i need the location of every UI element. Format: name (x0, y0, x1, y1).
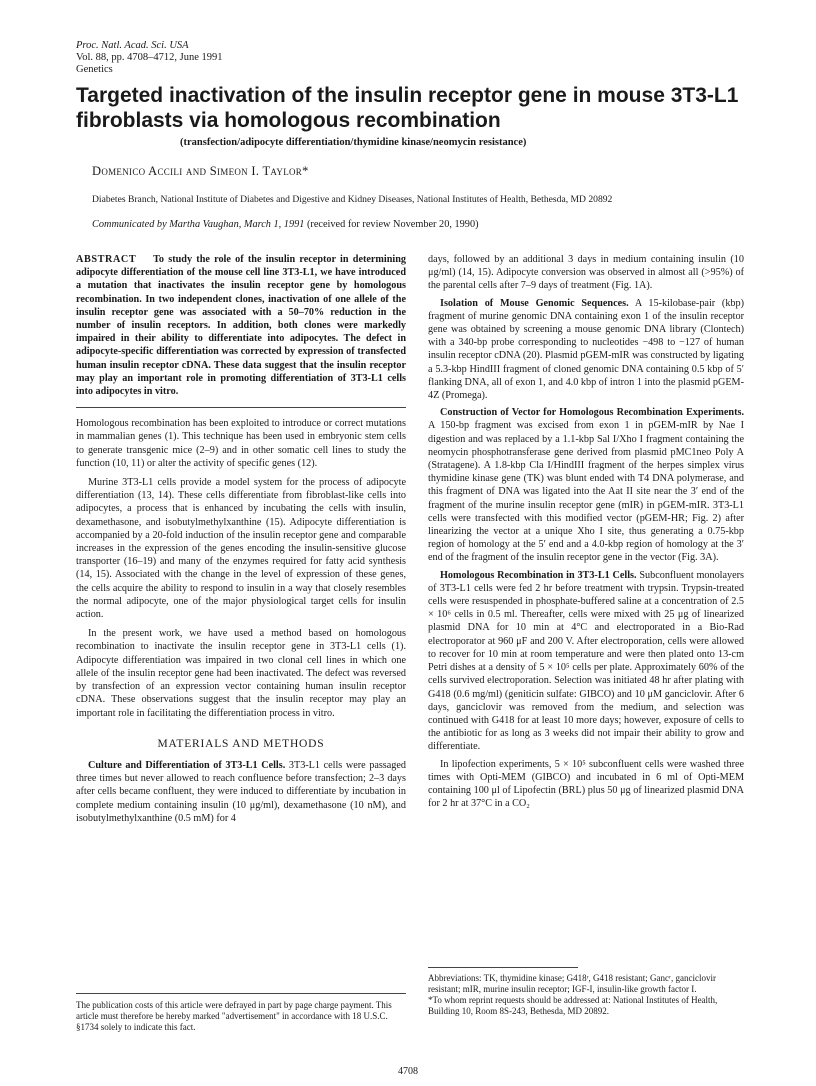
footnote-divider-left (76, 993, 406, 994)
methods-heading: MATERIALS AND METHODS (157, 737, 325, 750)
page-number: 4708 (398, 1066, 418, 1077)
journal-section: Genetics (76, 64, 113, 75)
journal-volume: Vol. 88, pp. 4708–4712, June 1991 (76, 52, 223, 63)
abstract-divider (76, 407, 406, 408)
footnote-abbreviations: Abbreviations: TK, thymidine kinase; G418ʳ, G418 resistant; Gancʳ, ganciclovir resistant; mIR, murine insulin receptor; IGF-I, insulin-like growth factor I. (428, 973, 716, 994)
homologous-text: Subconfluent monolayers of 3T3-L1 cells were fed 2 hr before treatment with trypsin. Trypsin-treated cells were resuspended in phosphate-buffered saline at a concentration of 2.5 × 10⁶ cells in 0.5 ml. Thereafter, cells were mixed with 25 μg of linearized plasmid DNA for 10 min at 4°C and electroporated in a Bio-Rad electroporator at 960 μF and 200 V. After electroporation, cells were allowed to recover for 10 min at room temperature and were then plated onto 13-cm Petri dishes at a density of 5 × 10⁵ cells per plate. Approximately 60% of the cells survived electroporation. Selection was initiated 48 hr after plating with G418 (0.6 mg/ml) (geniticin sulfate: GIBCO) and 10 μM ganciclovir. After 6 days, ganciclovir was removed from the medium, and selection was continued with G418 for at least 10 more days; however, exposure of cells to the antibiotic for as long as 3 weeks did not impair their ability to grow and differentiate. (428, 569, 744, 753)
communicated-text: Communicated by Martha Vaughan, March 1, 1991 (92, 219, 305, 230)
footnote-correspondence: *To whom reprint requests should be addressed at: National Institutes of Health, Building 10, Room 8S-243, Bethesda, MD 20892. (428, 995, 718, 1016)
abstract (76, 253, 406, 398)
continued-paragraph: days, followed by an additional 3 days in medium containing insulin (10 μg/ml) (14, 15). Adipocyte conversion was observed in almost all (>95%) of the parental cells after 7–9 days of treatment (Fig. 1A). (428, 254, 744, 292)
intro-paragraph: Murine 3T3-L1 cells provide a model system for the process of adipocyte differentiation (13, 14). These cells differentiate from fibroblast-like cells into adipocytes, a process that is enhanced by incubating the cells with insulin, dexamethasone, and isobutylmethylxanthine (15). Adipocyte differentiation is accompanied by a 20-fold induction of the insulin receptor gene and comparable increases in the expression of the genes encoding the insulin-sensitive glucose transporter (16–19) and many of the enzymes required for fatty acid synthesis (14, 15). Associated with the change in the level of expression of these genes, the cells acquire the ability to respond to insulin in a way that closely resembles the normal adipocyte, one of the major physiological target cells for insulin action. (76, 477, 406, 621)
culture-text: 3T3-L1 cells were passaged three times but never allowed to reach confluence before transfection; 2–3 days after cells became confluent, they were induced to differentiate by incubation in complete medium containing insulin (10 μg/ml), dexamethasone (10 nM), and isobutylmethylxanthine (0.5 mM) for 4 (76, 759, 407, 824)
isolation-heading: Isolation of Mouse Genomic Sequences. (440, 297, 629, 309)
construction-text: A 150-bp fragment was excised from exon 1 in pGEM-mIR by Nae I digestion and was replaced by a 1.1-kbp Sal I/Xho I fragment containing the neomycin phosphotransferase gene derived from plasmid pMC1neo Poly A (Stratagene). A 1.8-kbp Cla I/HindIII fragment of the herpes simplex virus thymidine kinase gene (TK) was blunt ended with T4 DNA polymerase, and this fragment of DNA was ligated into the Aat II site near the 3′ end of the fragment of the murine insulin receptor gene (mIR) in pGEM-mIR. 3T3-L1 cells were transfected with this modified vector (pGEM-HR; Fig. 2) after linearizing the vector at a unique Xho I site, thus generating a 0.75-kbp region of homology at the 5′ end and a 4.0-kbp region of homology at the 3′ end of the fragment of the insulin receptor gene in the vector (Fig. 3A). (428, 420, 744, 564)
culture-paragraph (76, 759, 406, 825)
paper-title: Targeted inactivation of the insulin receptor gene in mouse 3T3-L1 fibroblasts via homologous recombination (76, 84, 739, 132)
affiliation: Diabetes Branch, National Institute of Diabetes and Digestive and Kidney Diseases, National Institutes of Health, Bethesda, MD 20892 (92, 194, 613, 205)
keywords: (transfection/adipocyte differentiation/thymidine kinase/neomycin resistance) (180, 137, 527, 148)
communicated-by (92, 219, 479, 230)
lipofection-paragraph: In lipofection experiments, 5 × 10⁵ subconfluent cells were washed three times with Opti-MEM (GIBCO) and incubated in 6 ml of Opti-MEM containing 100 μl of Lipofectin (BRL) plus 50 μg of linearized plasmid DNA for 2 hr at 37°C in a CO₂ (428, 758, 744, 810)
footnote-publication-costs: The publication costs of this article were defrayed in part by page charge payment. This article must therefore be hereby marked "advertisement" in accordance with 18 U.S.C. §1734 solely to indicate this fact. (76, 1000, 392, 1032)
homologous-heading: Homologous Recombination in 3T3-L1 Cells. (440, 569, 637, 581)
journal-name: Proc. Natl. Acad. Sci. USA (76, 40, 189, 51)
abstract-label: ABSTRACT (76, 254, 137, 265)
journal-header (76, 40, 223, 76)
received-date: (received for review November 20, 1990) (306, 219, 479, 230)
footnotes-right (428, 973, 744, 1017)
intro-paragraph: In the present work, we have used a method based on homologous recombination to inactivate the insulin receptor gene in 3T3-L1 cells (1). Adipocyte differentiation was impaired in two clonal cell lines in which one allele of the insulin receptor gene had been inactivated. The defect was reversed by transfection of an expression vector containing human insulin receptor cDNA. These observations suggest that the insulin receptor may play an important role in facilitating the differentiation process in vitro. (76, 628, 406, 719)
left-column (76, 253, 406, 825)
right-column (428, 253, 744, 810)
authors: Domenico Accili and Simeon I. Taylor* (92, 164, 309, 178)
construction-paragraph (428, 406, 744, 564)
abstract-text: To study the role of the insulin receptor in determining adipocyte differentiation of the mouse cell line 3T3-L1, we have introduced a mutation that inactivates the insulin receptor gene by homologous recombination. In two independent clones, inactivation of one allele of the insulin receptor gene was associated with a 50–70% reduction in the number of insulin receptors. In addition, both clones were markedly impaired in their ability to differentiate into adipocytes. The defect in adipocyte-specific differentiation was corrected by expression of transfected human insulin receptor cDNA. These data suggest that the insulin receptor may play an important role in promoting differentiation of 3T3-L1 cells into adipocytes in vitro. (76, 254, 406, 398)
intro-paragraph: Homologous recombination has been exploited to introduce or correct mutations in mammalian genes (1). This technique has been used in embryonic stem cells to generate transgenic mice (2–9) and in other somatic cell lines to study the function (10, 11) or alter the activity of specific genes (12). (76, 418, 406, 469)
homologous-paragraph (428, 569, 744, 754)
culture-heading: Culture and Differentiation of 3T3-L1 Cells. (88, 759, 286, 771)
footnote-divider-right (428, 967, 578, 968)
isolation-paragraph (428, 297, 744, 403)
isolation-text: A 15-kilobase-pair (kbp) fragment of murine genomic DNA containing exon 1 of the insulin receptor gene was obtained by screening a mouse genomic DNA library (Clontech) with a 340-bp probe corresponding to nucleotides −498 to −127 of human insulin receptor cDNA (20). Plasmid pGEM-mIR was constructed by ligating a 5.3-kbp HindIII fragment of cloned genomic DNA containing 0.5 kbp of 5′ flanking DNA, all of exon 1, and 4.0 kbp of intron 1 into the plasmid pGEM-4Z (Promega). (428, 297, 744, 402)
construction-heading: Construction of Vector for Homologous Recombination Experiments. (440, 407, 744, 419)
